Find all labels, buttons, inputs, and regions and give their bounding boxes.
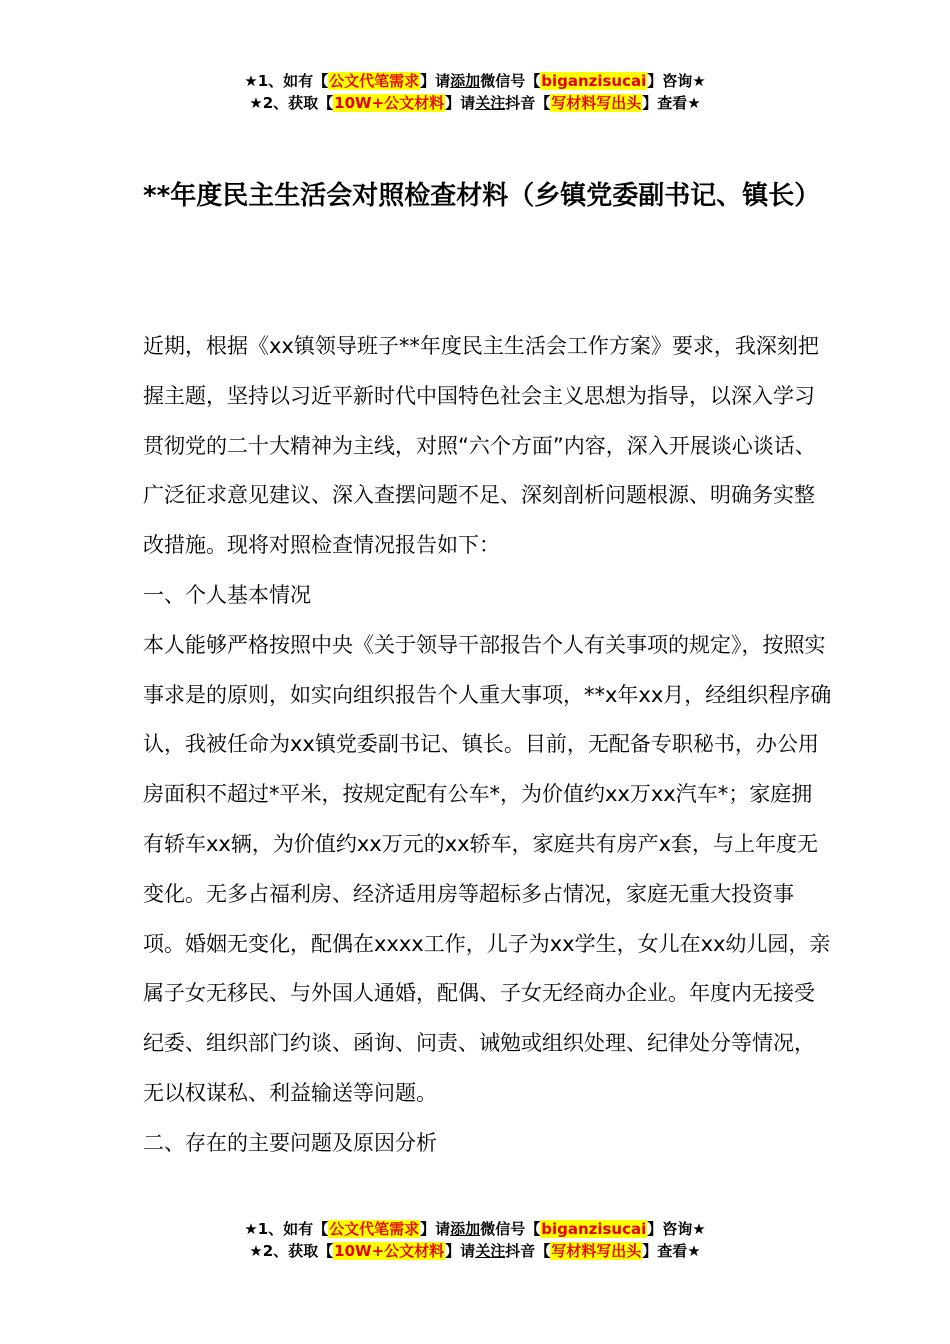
banner-highlight: 公文代笔需求	[329, 72, 420, 90]
banner-text: 】查看	[642, 1242, 688, 1260]
banner-line-2	[0, 1240, 950, 1262]
banner-text: 】咨询	[647, 1220, 693, 1238]
star-icon: ★	[692, 1220, 706, 1238]
star-icon: ★	[687, 94, 701, 112]
document-title: **年度民主生活会对照检查材料（乡镇党委副书记、镇长）	[143, 181, 821, 211]
banner-underlined-text: 关注	[475, 1242, 506, 1260]
banner-text: 2、获取【	[262, 94, 334, 112]
header-banner	[0, 70, 950, 114]
banner-text: 】请	[445, 1242, 476, 1260]
wechat-id-highlight: biganzisucai	[541, 1220, 647, 1238]
star-icon: ★	[244, 72, 258, 90]
banner-underlined-text: 添加	[450, 72, 481, 90]
banner-text: 2、获取【	[262, 1242, 334, 1260]
banner-text: 】请	[420, 72, 451, 90]
banner-text: 抖音【	[505, 94, 551, 112]
banner-highlight: 公文代笔需求	[329, 1220, 420, 1238]
banner-text: 微信号【	[480, 1220, 541, 1238]
footer-banner	[0, 1218, 950, 1262]
banner-line-1	[0, 70, 950, 92]
section-1-paragraph: 本人能够严格按照中央《关于领导干部报告个人有关事项的规定》，按照实事求是的原则，如实向组织报告个人重大事项，**x年xx月，经组织程序确认，我被任命为xx镇党委副书记、镇长。目前，无配备专职秘书，办公用房面积不超过*平米，按规定配有公车*，为价值约xx万xx汽车*；家庭拥有轿车xx辆，为价值约xx万元的xx轿车，家庭共有房产x套，与上年度无变化。无多占福利房、经济适用房等超标多占情况，家庭无重大投资事项。婚姻无变化，配偶在xxxx工作，儿子为xx学生，女儿在xx幼儿园，亲属子女无移民、与外国人通婚，配偶、子女无经商办企业。年度内无接受纪委、组织部门约谈、函询、问责、诫勉或组织处理、纪律处分等情况，无以权谋私、利益输送等问题。	[143, 632, 832, 1105]
banner-line-1	[0, 1218, 950, 1240]
banner-line-2	[0, 92, 950, 114]
banner-text: 】请	[445, 94, 476, 112]
douyin-id-highlight: 写材料写出头	[551, 94, 642, 112]
douyin-id-highlight: 写材料写出头	[551, 1242, 642, 1260]
banner-highlight: 10W+公文材料	[334, 94, 445, 112]
banner-text: 】查看	[642, 94, 688, 112]
intro-paragraph: 近期，根据《xx镇领导班子**年度民主生活会工作方案》要求，我深刻把握主题，坚持以习近平新时代中国特色社会主义思想为指导，以深入学习贯彻党的二十大精神为主线，对照“六个方面”内容，深入开展谈心谈话、广泛征求意见建议、深入查摆问题不足、深刻剖析问题根源、明确务实整改措施。现将对照检查情况报告如下：	[143, 334, 819, 558]
star-icon: ★	[687, 1242, 701, 1260]
banner-text: 1、如有【	[257, 1220, 329, 1238]
star-icon: ★	[249, 1242, 263, 1260]
banner-text: 微信号【	[480, 72, 541, 90]
wechat-id-highlight: biganzisucai	[541, 72, 647, 90]
section-1-heading: 一、个人基本情况	[143, 582, 311, 607]
banner-underlined-text: 添加	[450, 1220, 481, 1238]
document-body	[143, 322, 833, 1169]
star-icon: ★	[692, 72, 706, 90]
banner-text: 】咨询	[647, 72, 693, 90]
banner-text: 】请	[420, 1220, 451, 1238]
star-icon: ★	[249, 94, 263, 112]
banner-highlight: 10W+公文材料	[334, 1242, 445, 1260]
star-icon: ★	[244, 1220, 258, 1238]
banner-text: 抖音【	[505, 1242, 551, 1260]
banner-underlined-text: 关注	[475, 94, 506, 112]
section-2-heading: 二、存在的主要问题及原因分析	[143, 1130, 437, 1155]
banner-text: 1、如有【	[257, 72, 329, 90]
